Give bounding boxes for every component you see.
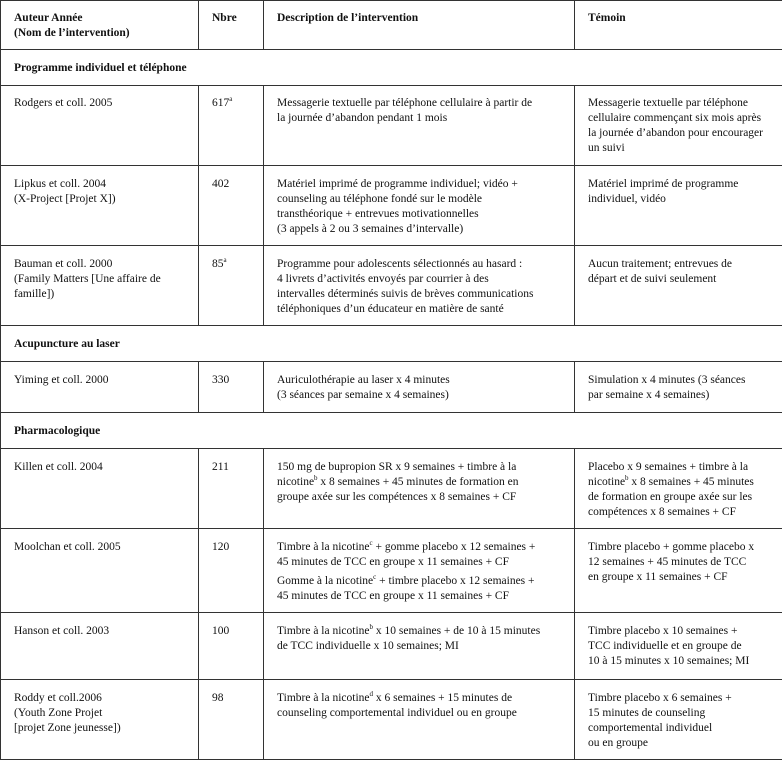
table-row [1,246,782,326]
control-line: individuel, vidéo [588,192,771,207]
footnote-marker: b [314,474,318,482]
control-text: nicotine [588,476,625,488]
control-line [588,475,771,490]
control-line: Simulation x 4 minutes (3 séances [588,373,771,388]
description-line: Programme pour adolescents sélectionnés au hasard : [277,257,562,272]
control-cell [575,86,782,166]
count-cell [199,362,264,413]
control-line: de formation en groupe axée sur les [588,490,771,505]
author-cell [1,449,199,529]
count-value: 100 [212,625,229,637]
control-line: TCC individuelle et en groupe de [588,639,771,654]
section-pharmacological: Pharmacologique [1,413,782,449]
description-text: Timbre à la nicotine [277,541,370,553]
footnote-marker: d [370,690,374,698]
control-cell [575,449,782,529]
control-line: Timbre placebo + gomme placebo x [588,540,771,555]
header-control: Témoin [575,1,782,50]
description-line: (3 appels à 2 ou 3 semaines d’intervalle) [277,222,562,237]
author-line: (X-Project [Projet X]) [14,192,186,207]
table-row [1,166,782,246]
control-cell [575,613,782,680]
count-value: 330 [212,374,229,386]
description-line: intervalles déterminés suivis de brèves communications [277,287,562,302]
footnote-marker: a [224,256,227,264]
control-line: départ et de suivi seulement [588,272,771,287]
count-value: 402 [212,178,229,190]
description-line [277,540,562,555]
table-row [1,449,782,529]
author-line: Yiming et coll. 2000 [14,373,186,388]
author-line: (Family Matters [Une affaire de [14,272,186,287]
control-line: 10 à 15 minutes x 10 semaines; MI [588,654,771,669]
control-line: comportemental individuel [588,721,771,736]
description-line: 4 livrets d’activités envoyés par courrier à des [277,272,562,287]
footnote-marker: b [625,474,629,482]
description-line: la journée d’abandon pendant 1 mois [277,111,562,126]
header-count: Nbre [199,1,264,50]
control-line: cellulaire commençant six mois après [588,111,771,126]
count-value: 120 [212,541,229,553]
description-cell [264,680,575,760]
description-line: de TCC individuelle x 10 semaines; MI [277,639,562,654]
description-line: (3 séances par semaine x 4 semaines) [277,388,562,403]
count-cell [199,246,264,326]
description-cell [264,529,575,613]
description-line: Auriculothérapie au laser x 4 minutes [277,373,562,388]
table-row [1,613,782,680]
description-line: téléphoniques d’un éducateur en matière de santé [277,302,562,317]
control-line: Timbre placebo x 10 semaines + [588,624,771,639]
author-cell [1,246,199,326]
count-cell [199,529,264,613]
control-line: Timbre placebo x 6 semaines + [588,691,771,706]
control-line: 12 semaines + 45 minutes de TCC [588,555,771,570]
author-line: Bauman et coll. 2000 [14,257,186,272]
control-text: x 8 semaines + 45 minutes [629,476,754,488]
description-line [277,691,562,706]
description-line: 45 minutes de TCC en groupe x 11 semaines + CF [277,589,562,604]
control-cell [575,246,782,326]
footnote-marker: a [229,95,232,103]
control-line: Matériel imprimé de programme [588,177,771,192]
footnote-marker: c [373,573,376,581]
section-row [1,413,782,449]
section-laser-acupuncture: Acupuncture au laser [1,326,782,362]
control-line: un suivi [588,141,771,156]
description-line [277,574,562,589]
description-cell [264,613,575,680]
description-text: x 10 semaines + de 10 à 15 minutes [373,625,540,637]
footnote-marker: c [370,539,373,547]
description-text: Gomme à la nicotine [277,575,373,587]
control-line: en groupe x 11 semaines + CF [588,570,771,585]
description-text: x 8 semaines + 45 minutes de formation en [318,476,519,488]
description-line: counseling comportemental individuel ou en groupe [277,706,562,721]
description-line: Messagerie textuelle par téléphone cellulaire à partir de [277,96,562,111]
author-line: Rodgers et coll. 2005 [14,96,186,111]
author-line: Roddy et coll.2006 [14,691,186,706]
count-value: 617 [212,97,229,109]
description-text: + gomme placebo x 12 semaines + [373,541,536,553]
count-cell [199,680,264,760]
footnote-marker: b [370,623,374,631]
author-cell [1,86,199,166]
control-line: Aucun traitement; entrevues de [588,257,771,272]
control-cell [575,680,782,760]
header-author-line1: Auteur Année [14,11,186,26]
author-line: Lipkus et coll. 2004 [14,177,186,192]
control-cell [575,362,782,413]
description-line [277,475,562,490]
description-cell [264,362,575,413]
author-line: Moolchan et coll. 2005 [14,540,186,555]
section-individual-phone: Programme individuel et téléphone [1,50,782,86]
description-text: Timbre à la nicotine [277,692,370,704]
description-line: groupe axée sur les compétences x 8 semaines + CF [277,490,562,505]
count-cell [199,166,264,246]
author-cell [1,362,199,413]
header-author-year [1,1,199,50]
description-text: nicotine [277,476,314,488]
control-cell [575,166,782,246]
header-row [1,1,782,50]
control-line: 15 minutes de counseling [588,706,771,721]
header-author-line2: (Nom de l’intervention) [14,26,186,41]
author-line: (Youth Zone Projet [14,706,186,721]
author-line: Hanson et coll. 2003 [14,624,186,639]
author-line: [projet Zone jeunesse]) [14,721,186,736]
author-cell [1,529,199,613]
table-row [1,86,782,166]
control-cell [575,529,782,613]
header-description: Description de l’intervention [264,1,575,50]
author-cell [1,166,199,246]
description-cell [264,246,575,326]
count-cell [199,613,264,680]
control-line: Messagerie textuelle par téléphone [588,96,771,111]
count-cell [199,86,264,166]
control-line: compétences x 8 semaines + CF [588,505,771,520]
description-text: Timbre à la nicotine [277,625,370,637]
description-line [277,624,562,639]
table-row [1,529,782,613]
description-line: 150 mg de bupropion SR x 9 semaines + timbre à la [277,460,562,475]
description-text: + timbre placebo x 12 semaines + [376,575,534,587]
section-row [1,50,782,86]
table-row [1,680,782,760]
control-line: Placebo x 9 semaines + timbre à la [588,460,771,475]
description-cell [264,166,575,246]
description-cell [264,449,575,529]
count-value: 98 [212,692,224,704]
description-cell [264,86,575,166]
description-line: counseling au téléphone fondé sur le modèle [277,192,562,207]
control-line: la journée d’abandon pour encourager [588,126,771,141]
section-row [1,326,782,362]
control-line: ou en groupe [588,736,771,751]
author-line: Killen et coll. 2004 [14,460,186,475]
count-value: 85 [212,258,224,270]
count-value: 211 [212,461,229,473]
description-line: Matériel imprimé de programme individuel; vidéo + [277,177,562,192]
table-row [1,362,782,413]
author-line: famille]) [14,287,186,302]
description-line: 45 minutes de TCC en groupe x 11 semaines + CF [277,555,562,570]
control-line: par semaine x 4 semaines) [588,388,771,403]
count-cell [199,449,264,529]
description-text: x 6 semaines + 15 minutes de [373,692,512,704]
author-cell [1,680,199,760]
description-line: transthéorique + entrevues motivationnelles [277,207,562,222]
author-cell [1,613,199,680]
